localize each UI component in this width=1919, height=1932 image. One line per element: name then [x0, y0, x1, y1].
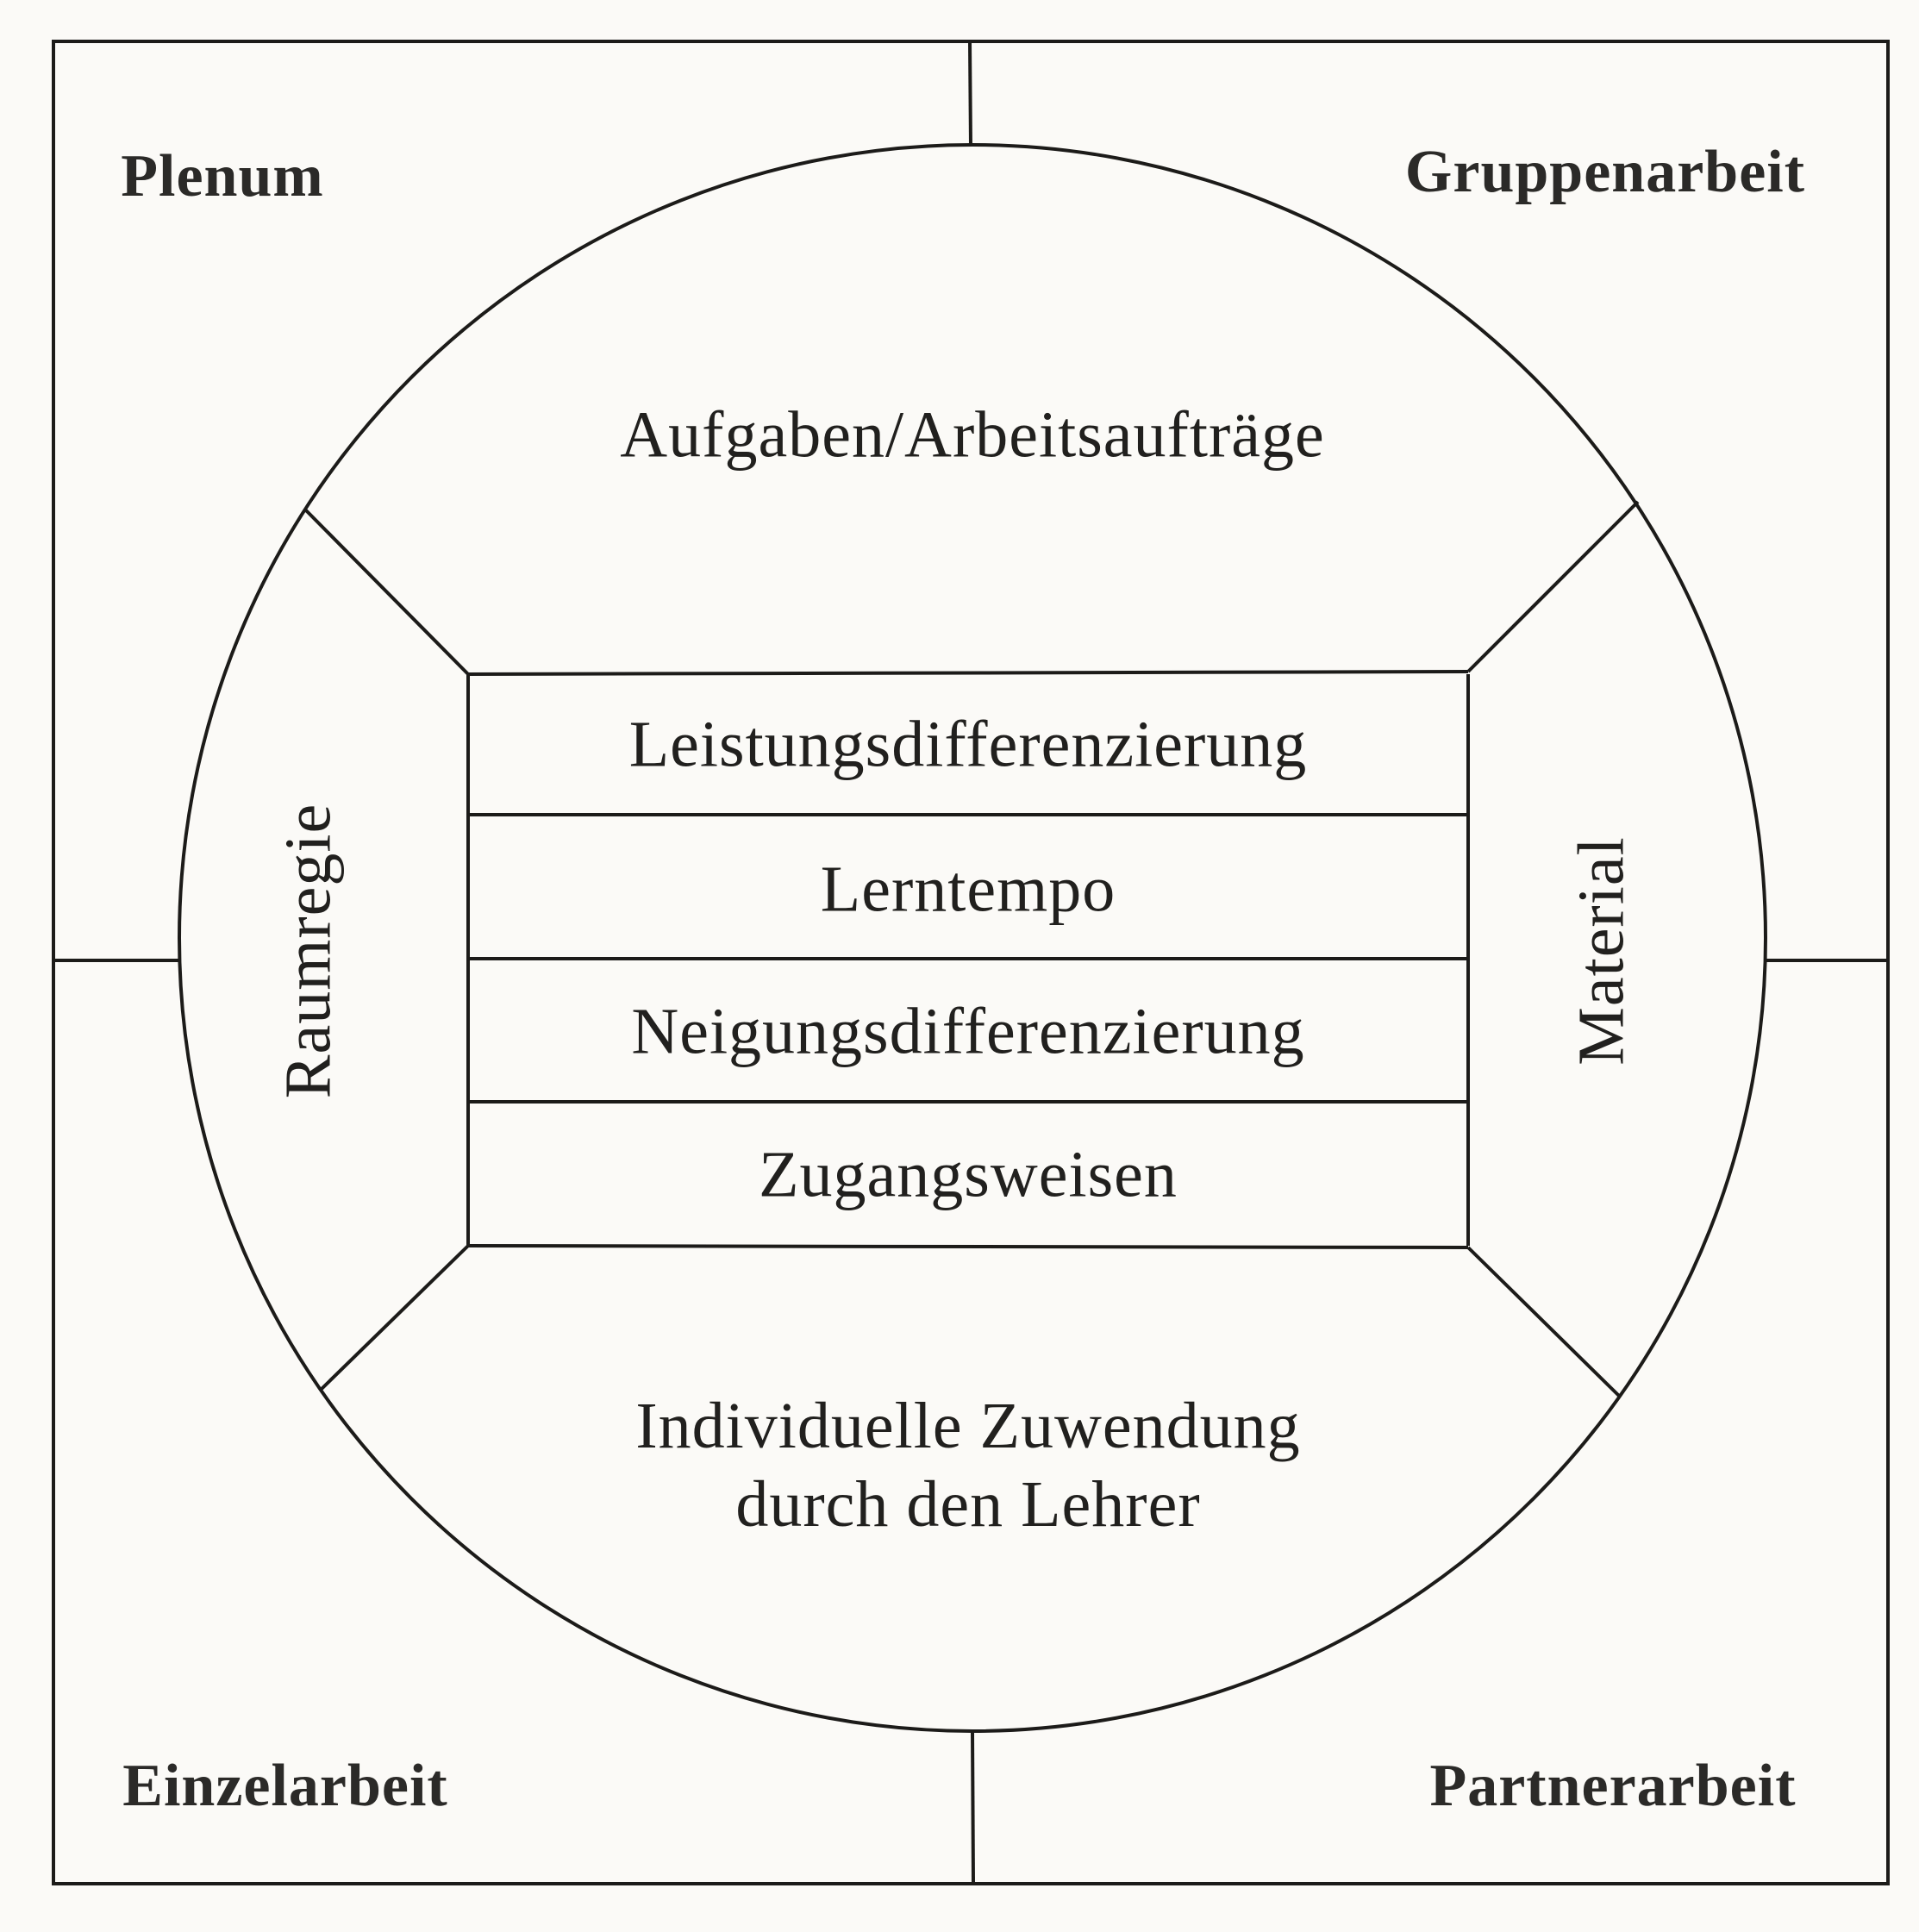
diagonal-top-left [306, 510, 468, 674]
diagonal-bottom-left [320, 1246, 468, 1391]
quadrant-divider-bottom [972, 1731, 973, 1884]
band-label-neigungsdifferenzierung: Neigungsdifferenzierung [631, 995, 1305, 1068]
quadrant-label-gruppenarbeit: Gruppenarbeit [1404, 139, 1806, 205]
circle-label-material: Material [1565, 836, 1638, 1066]
diagonal-bottom-right [1468, 1247, 1620, 1397]
band-label-lerntempo: Lerntempo [820, 853, 1116, 926]
quadrant-label-plenum: Plenum [121, 143, 324, 209]
circle-label-raumregie: Raumregie [272, 803, 345, 1099]
band-label-zugangsweisen: Zugangsweisen [759, 1138, 1178, 1211]
band-label-leistungsdifferenzierung: Leistungsdifferenzierung [628, 708, 1308, 781]
individuelle-zuwendung-line1: Individuelle Zuwendung [635, 1389, 1301, 1462]
stack-row-line-top [468, 672, 1468, 674]
diagonal-top-right [1468, 502, 1638, 672]
stack-row-line-bottom [468, 1246, 1468, 1247]
quadrant-label-einzelarbeit: Einzelarbeit [122, 1753, 448, 1819]
quadrant-divider-top [970, 41, 971, 147]
circle-label-aufgaben-arbeitsauftraege: Aufgaben/Arbeitsaufträge [620, 398, 1325, 472]
individuelle-zuwendung-line2: durch den Lehrer [735, 1468, 1201, 1541]
quadrant-label-partnerarbeit: Partnerarbeit [1429, 1753, 1797, 1819]
circle-label-individuelle-zuwendung [635, 1387, 1300, 1544]
